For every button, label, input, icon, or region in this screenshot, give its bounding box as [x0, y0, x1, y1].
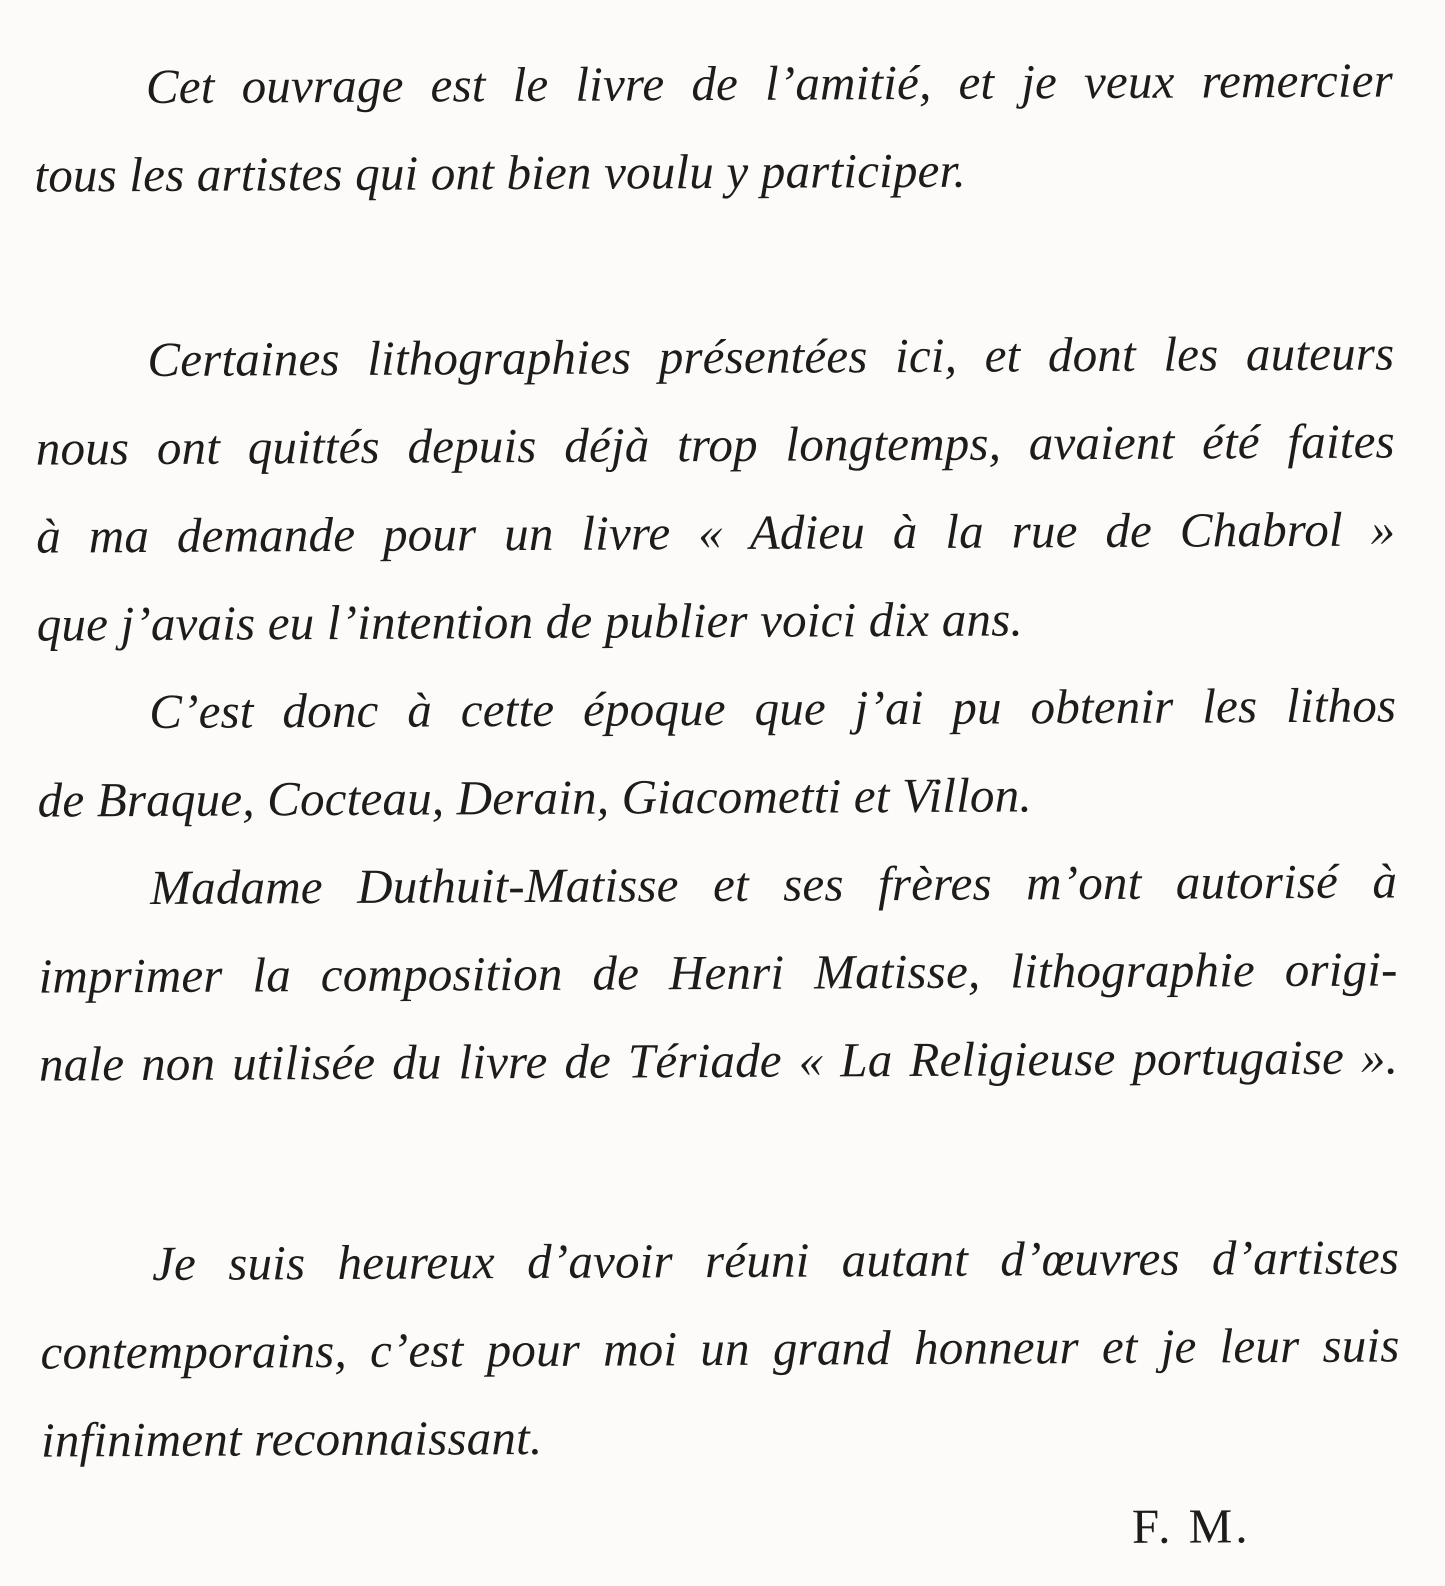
author-signature-initials: F. M.: [1131, 1498, 1251, 1554]
text-line: nale non utilisée du livre de Tériade « La Religieuse portugaise ».: [38, 1029, 1399, 1092]
text-line: à ma demande pour un livre « Adieu à la rue de Chabrol »: [36, 501, 1396, 564]
text-line: tous les artistes qui ont bien voulu y participer.: [34, 142, 966, 203]
text-line: nous ont quittés depuis déjà trop longtemps, avaient été faites: [35, 413, 1395, 476]
paragraph-3: [37, 661, 1397, 844]
text-line: Madame Duthuit-Matisse et ses frères m’ont autorisé à: [150, 853, 1398, 915]
text-line: infiniment reconnaissant.: [40, 1409, 543, 1468]
paragraph-5: [40, 1213, 1400, 1484]
text-line: Je suis heureux d’avoir réuni autant d’œuvres d’artistes: [151, 1229, 1400, 1291]
text-line: contemporains, c’est pour moi un grand honneur et je leur suis: [40, 1317, 1400, 1380]
paragraph-2: [35, 309, 1396, 668]
text-line: Cet ouvrage est le livre de l’amitié, et je veux remercier: [145, 52, 1394, 115]
text-line: Certaines lithographies présentées ici, et dont les auteurs: [147, 325, 1395, 388]
text-line: de Braque, Cocteau, Derain, Giacometti et Villon.: [37, 767, 1032, 828]
text-line: imprimer la composition de Henri Matisse, lithographie origi-: [38, 941, 1398, 1004]
text-line: que j’avais eu l’intention de publier voici dix ans.: [36, 591, 1023, 652]
text-line: C’est donc à cette époque que j’ai pu obtenir les lithos: [149, 677, 1397, 739]
paragraph-1: [34, 36, 1394, 219]
paragraph-4: [38, 837, 1398, 1108]
